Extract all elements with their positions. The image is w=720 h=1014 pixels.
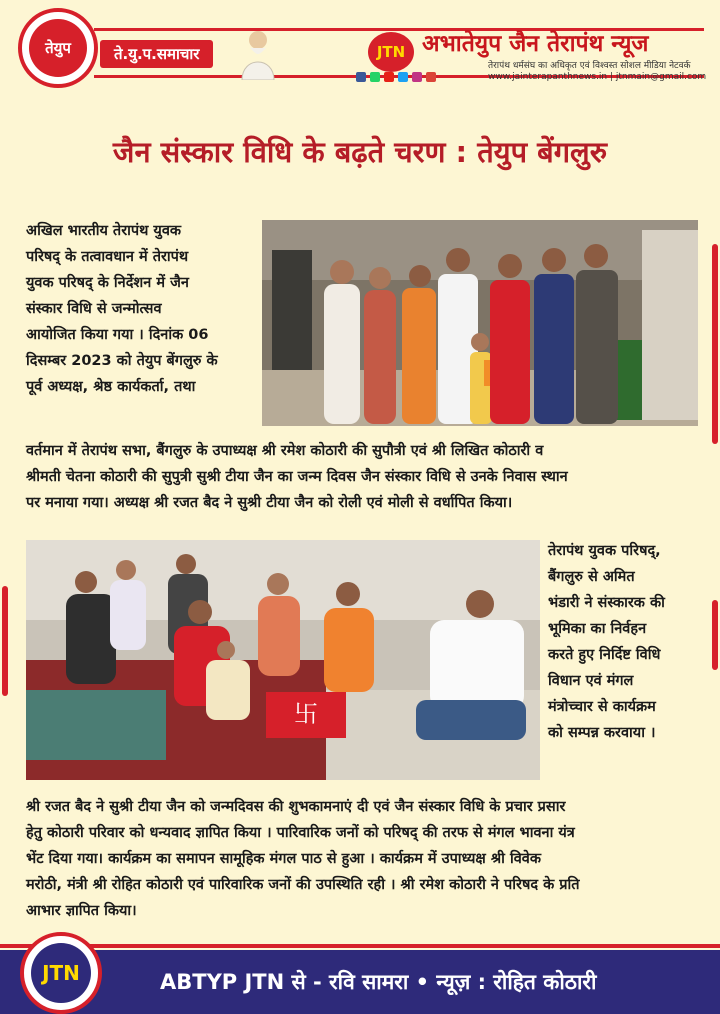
text-line: भेंट दिया गया। कार्यक्रम का समापन सामूहिक मंगल पाठ से हुआ । कार्यक्रम में उपाध्यक्ष श्री विवेक — [26, 851, 541, 867]
whatsapp-icon[interactable] — [370, 72, 380, 82]
footer-credit: ABTYP JTN से - रवि सामरा • न्यूज़ : रोहित कोठारी — [160, 970, 597, 994]
brand-subtitle: तेरापंथ धर्मसंघ का अधिकृत एवं विश्वस्त सोशल मीडिया नेटवर्क — [488, 61, 691, 71]
jtn-logo-small: JTN — [368, 32, 414, 72]
brand-url[interactable]: www.jainterapanthnews.in | jtnmain@gmail.com — [488, 72, 707, 82]
svg-text:卐: 卐 — [294, 700, 318, 728]
footer-accent-line — [0, 944, 720, 948]
teyup-logo — [18, 8, 98, 88]
text-line: भंडारी ने संस्कारक की — [548, 595, 665, 611]
acharya-portrait — [236, 26, 280, 80]
left-accent-bar — [2, 586, 8, 696]
text-line: दिसम्बर 2023 को तेयुप बेंगलुरु के — [26, 353, 218, 369]
masthead — [0, 0, 720, 92]
text-line: युवक परिषद् के निर्देशन में जैन — [26, 275, 189, 291]
text-line: पूर्व अध्यक्ष, श्रेष्ठ कार्यकर्ता, तथा — [26, 379, 196, 395]
text-line: को सम्पन्न करवाया । — [548, 725, 656, 741]
jtn-logo-text: JTN — [31, 943, 91, 1003]
paragraph-2-column — [548, 538, 700, 746]
section-tag: ते.यु.प.समाचार — [100, 40, 213, 68]
text-line: श्रीमती चेतना कोठारी की सुपुत्री सुश्री टीया जैन का जन्म दिवस जैन संस्कार विधि से उनके निवास स्थान — [26, 469, 568, 485]
text-line: परिषद् के तत्वावधान में तेरापंथ — [26, 249, 189, 265]
paragraph-3 — [26, 794, 698, 924]
text-line: वर्तमान में तेरापंथ सभा, बैंगलुरु के उपाध्यक्ष श्री रमेश कोठारी की सुपौत्री एवं श्री लिखित कोठारी व — [26, 443, 544, 459]
text-line: मंत्रोच्चार से कार्यक्रम — [548, 699, 656, 715]
text-line: पर मनाया गया। अध्यक्ष श्री रजत बैद ने सुश्री टीया जैन को रोली एवं मोली से वर्धापित किया। — [26, 495, 513, 511]
text-line: आभार ज्ञापित किया। — [26, 903, 137, 919]
teyup-logo-text: तेयुप — [29, 19, 87, 77]
group-photo — [262, 220, 698, 426]
twitter-icon[interactable] — [398, 72, 408, 82]
text-line: विधान एवं मंगल — [548, 673, 634, 689]
text-line: तेरापंथ युवक परिषद्, — [548, 543, 661, 559]
text-line: संस्कार विधि से जन्मोत्सव — [26, 301, 162, 317]
text-line: हेतु कोठारी परिवार को धन्यवाद ज्ञापित किया । पारिवारिक जनों को परिषद् की तरफ से मंगल भावना यंत्र — [26, 825, 575, 841]
right-accent-bar — [712, 244, 718, 444]
headline: जैन संस्कार विधि के बढ़ते चरण : तेयुप बेंगलुरु — [112, 135, 608, 169]
google-plus-icon[interactable] — [426, 72, 436, 82]
text-line: भूमिका का निर्वहन — [548, 621, 647, 637]
text-line: करते हुए निर्दिष्ट विधि — [548, 647, 661, 663]
brand-title: अभातेयुप जैन तेरापंथ न्यूज — [422, 31, 649, 57]
right-accent-bar-2 — [712, 600, 718, 670]
ceremony-photo — [26, 540, 540, 780]
social-icons — [356, 72, 436, 82]
text-line: मरोठी, मंत्री श्री रोहित कोठारी एवं पारिवारिक जनों की उपस्थिति रही । श्री रमेश कोठारी ने परिषद के प्रति — [26, 877, 580, 893]
text-line: श्री रजत बैद ने सुश्री टीया जैन को जन्मदिवस की शुभकामनाएं दी एवं जैन संस्कार विधि के प्रचार प्रसार — [26, 799, 566, 815]
text-line: बैंगलुरु से अमित — [548, 569, 635, 585]
youtube-icon[interactable] — [384, 72, 394, 82]
facebook-icon[interactable] — [356, 72, 366, 82]
instagram-icon[interactable] — [412, 72, 422, 82]
paragraph-1-continued — [26, 438, 698, 516]
paragraph-1-column — [26, 218, 254, 400]
jtn-logo — [20, 932, 102, 1014]
text-line: अखिल भारतीय तेरापंथ युवक — [26, 223, 182, 239]
text-line: आयोजित किया गया । दिनांक 06 — [26, 327, 209, 343]
